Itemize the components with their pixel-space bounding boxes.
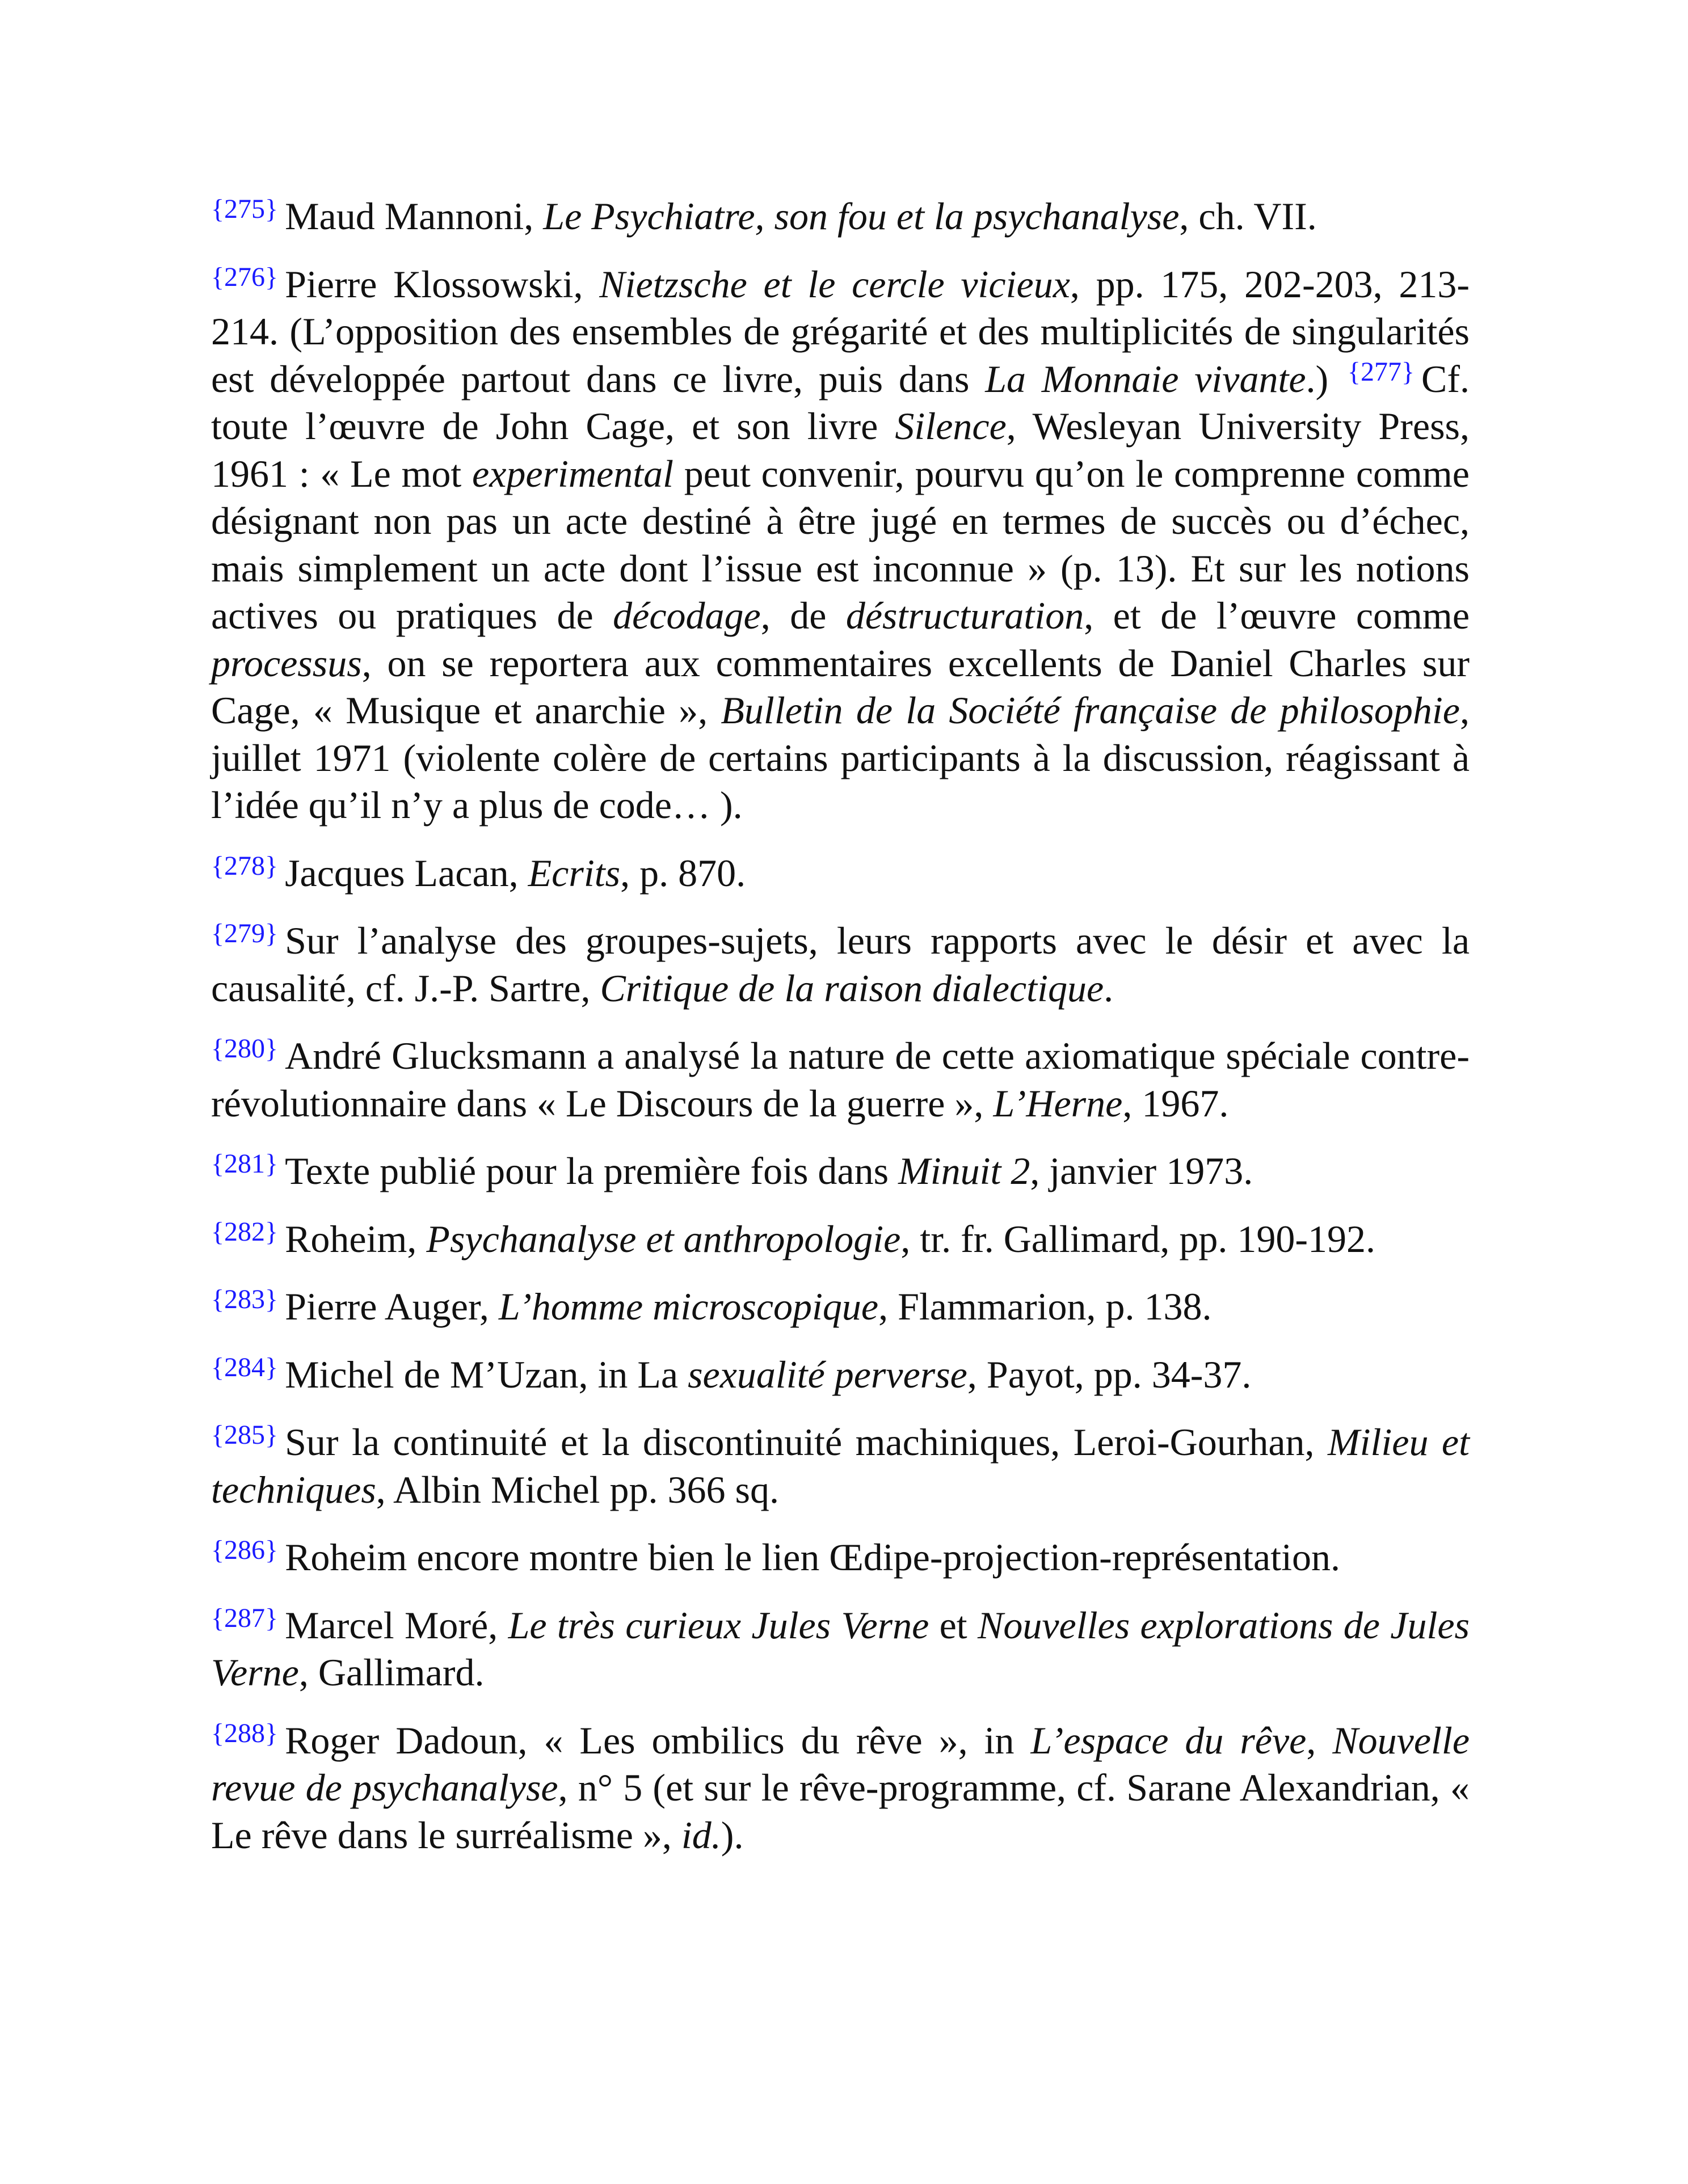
footnote-text: , pp. 175, 202-203, 213-214. (L’opposition des ensembles de grégarité et des multiplicités de singularités est développée partout dans ce livre, puis dans: [211, 262, 1470, 400]
footnote-ref-link[interactable]: {283}: [211, 1284, 279, 1314]
footnote-text: , juillet 1971 (violente colère de certains participants à la discussion, réagissant à l’idée qu’il n’y a plus de code… ).: [211, 689, 1470, 827]
italic-title: L’espace du rêve: [1030, 1718, 1307, 1762]
italic-title: décodage: [613, 594, 761, 637]
italic-title: Bulletin de la Société française de philosophie: [721, 689, 1460, 732]
footnote-text: , Payot, pp. 34-37.: [967, 1352, 1252, 1396]
italic-title: Le très curieux Jules Verne: [508, 1603, 929, 1647]
italic-title: La Monnaie vivante: [985, 357, 1306, 400]
italic-title: Nouvelles explorations de Jules Verne: [211, 1603, 1470, 1694]
footnote-ref-link[interactable]: {287}: [211, 1603, 279, 1633]
footnote-279: [211, 917, 1470, 1012]
footnote-text: , Albin Michel pp. 366 sq.: [376, 1468, 780, 1511]
footnote-text: et: [929, 1603, 978, 1647]
italic-title: Psychanalyse et anthropologie: [426, 1217, 901, 1260]
footnote-ref-link[interactable]: {284}: [211, 1352, 279, 1382]
footnote-287: [211, 1602, 1470, 1697]
italic-title: Nietzsche et le cercle vicieux: [599, 262, 1070, 306]
footnote-text: , on se reportera aux commentaires excellents de Daniel Charles sur Cage, « Musique et anarchie »,: [211, 641, 1470, 732]
footnote-text: , Gallimard.: [298, 1651, 485, 1694]
footnote-ref-link[interactable]: {280}: [211, 1034, 279, 1064]
footnote-text: Maud Mannoni,: [285, 195, 544, 238]
footnote-278: [211, 850, 1470, 897]
footnote-text: peut convenir, pourvu qu’on le comprenne comme désignant non pas un acte destiné à être jugé en termes de succès ou d’échec, mais simplement un acte dont l’issue est inconnue » (p. 13). Et sur les notions actives ou pratiques de: [211, 452, 1470, 637]
italic-title: Ecrits: [528, 851, 621, 895]
italic-title: déstructuration: [845, 594, 1084, 637]
footnote-ref-link[interactable]: {278}: [211, 850, 279, 881]
italic-title: experimental: [472, 452, 674, 495]
italic-title: Silence: [895, 404, 1007, 448]
italic-title: Le Psychiatre, son fou et la psychanalyse: [543, 195, 1180, 238]
footnote-286: [211, 1534, 1470, 1582]
footnote-text: Roheim encore montre bien le lien Œdipe-projection-représentation.: [285, 1536, 1340, 1579]
footnote-ref-link[interactable]: {288}: [211, 1718, 279, 1748]
italic-title: Minuit 2: [898, 1149, 1030, 1192]
footnote-text: , n° 5 (et sur le rêve-programme, cf. Sarane Alexandrian, « Le rêve dans le surréalisme »,: [211, 1766, 1470, 1857]
footnote-ref-link[interactable]: {282}: [211, 1216, 279, 1247]
footnote-text: Cf. toute l’œuvre de John Cage, et son livre: [211, 357, 1470, 448]
footnote-text: , Flammarion, p. 138.: [878, 1285, 1212, 1328]
footnote-ref-link[interactable]: {277}: [1347, 356, 1415, 387]
footnote-text: Roheim,: [285, 1217, 427, 1260]
footnote-text: Jacques Lacan,: [285, 851, 528, 895]
footnote-ref-link[interactable]: {286}: [211, 1535, 279, 1565]
footnote-text: Sur la continuité et la discontinuité machiniques, Leroi-Gourhan,: [285, 1420, 1328, 1464]
footnote-text: , janvier 1973.: [1030, 1149, 1253, 1192]
footnote-ref-link[interactable]: {285}: [211, 1420, 279, 1450]
italic-title: Nouvelle revue de psychanalyse: [211, 1718, 1470, 1809]
footnote-text: , de: [760, 594, 846, 637]
footnote-275: [211, 193, 1470, 241]
footnote-text: Roger Dadoun, « Les ombilics du rêve », in: [285, 1718, 1031, 1762]
footnotes-page: [211, 193, 1470, 1879]
footnote-text: , ch. VII.: [1179, 195, 1317, 238]
footnote-285: [211, 1419, 1470, 1513]
footnote-280: [211, 1032, 1470, 1127]
footnote-281: [211, 1148, 1470, 1195]
footnote-283: [211, 1283, 1470, 1331]
footnote-ref-link[interactable]: {281}: [211, 1149, 279, 1179]
footnote-text: .: [1104, 966, 1114, 1010]
footnote-text: Texte publié pour la première fois dans: [285, 1149, 899, 1192]
footnote-text: .): [1306, 357, 1344, 400]
footnote-text: André Glucksmann a analysé la nature de cette axiomatique spéciale contre-révolutionnaire dans « Le Discours de la guerre »,: [211, 1034, 1470, 1125]
italic-title: L’homme microscopique: [498, 1285, 879, 1328]
footnote-text: Marcel Moré,: [285, 1603, 508, 1647]
italic-title: id.: [681, 1813, 721, 1857]
footnote-text: ).: [721, 1813, 744, 1857]
footnote-ref-link[interactable]: {276}: [211, 262, 279, 292]
footnote-text: , p. 870.: [620, 851, 746, 895]
footnote-text: Michel de M’Uzan, in La: [285, 1352, 688, 1396]
footnote-text: , Wesleyan University Press, 1961 : « Le mot: [211, 404, 1470, 495]
footnote-276: [211, 261, 1470, 829]
footnote-text: , et de l’œuvre comme: [1084, 594, 1470, 637]
footnote-text: , 1967.: [1122, 1081, 1229, 1125]
footnote-text: Pierre Auger,: [285, 1285, 499, 1328]
footnote-text: Pierre Klossowski,: [285, 262, 600, 306]
footnote-ref-link[interactable]: {279}: [211, 918, 279, 948]
footnote-text: , tr. fr. Gallimard, pp. 190-192.: [900, 1217, 1376, 1260]
italic-title: sexualité perverse: [688, 1352, 967, 1396]
footnote-282: [211, 1216, 1470, 1263]
footnote-ref-link[interactable]: {275}: [211, 194, 279, 224]
italic-title: Critique de la raison dialectique: [600, 966, 1104, 1010]
footnote-284: [211, 1351, 1470, 1399]
italic-title: Milieu et techniques: [211, 1420, 1470, 1511]
footnote-text: Sur l’analyse des groupes-sujets, leurs rapports avec le désir et avec la causalité, cf. J.-P. Sartre,: [211, 919, 1470, 1010]
italic-title: processus: [211, 641, 362, 685]
italic-title: L’Herne: [993, 1081, 1123, 1125]
footnote-288: [211, 1717, 1470, 1860]
footnote-text: ,: [1306, 1718, 1333, 1762]
